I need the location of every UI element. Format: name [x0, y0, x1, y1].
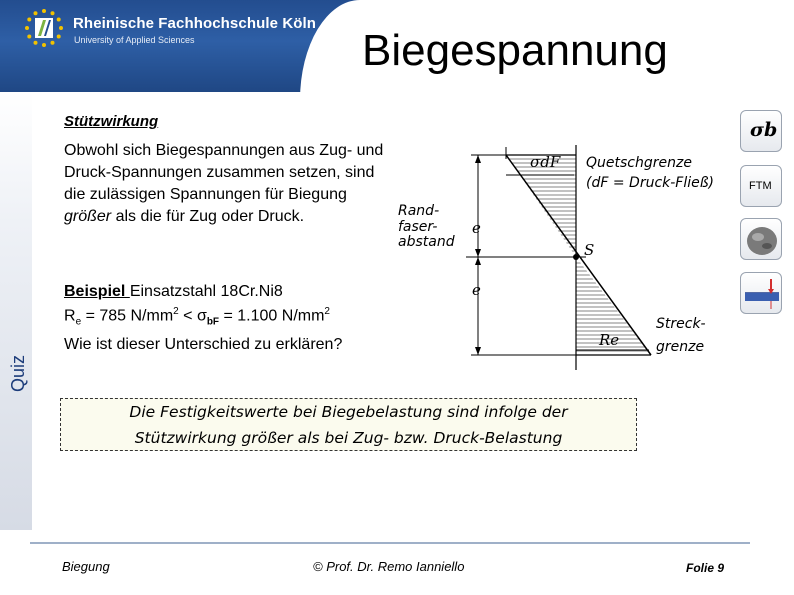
- rock-icon: [741, 219, 783, 261]
- bending-beam-icon: [741, 273, 783, 315]
- s-label: S: [584, 241, 595, 259]
- university-name: Rheinische Fachhochschule Köln: [73, 15, 317, 32]
- para-emphasis: größer: [64, 208, 112, 225]
- formula-r-sub: e: [75, 316, 82, 328]
- quiz-label: Quiz: [8, 354, 28, 392]
- formula-lt: <: [178, 307, 197, 325]
- slide-title: Biegespannung: [362, 26, 668, 75]
- example-line: [64, 281, 283, 303]
- formula-r: R: [64, 307, 76, 325]
- footer-topic: Biegung: [62, 559, 110, 574]
- university-logo: [24, 8, 64, 48]
- streckgrenze-line2: grenze: [656, 339, 705, 355]
- example-text: Einsatzstahl 18Cr.Ni8: [129, 283, 283, 300]
- formula-sigma: σ: [196, 307, 207, 325]
- university-subtitle: University of Applied Sciences: [74, 35, 195, 45]
- section-heading: Stützwirkung: [64, 113, 159, 130]
- answer-line-2: Stützwirkung größer als bei Zug- bzw. Druck-Belastung: [134, 429, 563, 447]
- e-bottom-label: e: [472, 281, 481, 299]
- formula-sup2: 2: [324, 306, 330, 317]
- druck-fliess-label: (dF = Druck-Fließ): [586, 175, 715, 191]
- footer-author: © Prof. Dr. Remo Ianniello: [313, 559, 465, 574]
- randfaser-line3: abstand: [398, 234, 455, 250]
- quetschgrenze-label: Quetschgrenze: [586, 155, 692, 171]
- centroid-point: [573, 254, 579, 260]
- material-button[interactable]: [740, 218, 782, 260]
- arrow-down: [475, 347, 481, 355]
- slide-number: Folie 9: [686, 561, 725, 575]
- formula-sup1: 2: [173, 306, 179, 317]
- arrow-neutral-bottom: [475, 257, 481, 265]
- formula-mid: = 785 N/mm: [81, 307, 174, 325]
- sigma-dF-label: σdF: [530, 153, 561, 171]
- sigma-b-button[interactable]: [740, 110, 782, 152]
- answer-box: [60, 398, 637, 451]
- formula-sigma-sub: bF: [206, 316, 220, 328]
- answer-line-1: Die Festigkeitswerte bei Biegebelastung sind infolge der: [129, 403, 568, 421]
- bending-button[interactable]: [740, 272, 782, 314]
- footer-divider: [30, 542, 750, 544]
- question-text: Wie ist dieser Unterschied zu erklären?: [64, 336, 343, 353]
- streckgrenze-line1: Streck-: [656, 316, 706, 332]
- re-label: Re: [599, 331, 620, 349]
- formula-line: [64, 306, 330, 328]
- e-top-label: e: [472, 219, 481, 237]
- randfaser-line2: faser-: [398, 219, 438, 235]
- explanation-paragraph: [64, 140, 394, 228]
- ftm-label: FTM: [749, 180, 772, 192]
- sigma-b-icon: σb: [750, 119, 778, 141]
- arrow-up: [475, 155, 481, 163]
- arrow-neutral-top: [475, 249, 481, 257]
- randfaser-line1: Rand-: [398, 203, 440, 219]
- stress-distribution-diagram: [396, 145, 722, 370]
- ftm-button[interactable]: [740, 165, 782, 207]
- para-text-1: Obwohl sich Biegespannungen aus Zug- und Druck-Spannungen zusammen setzen, sind die zulässigen Spannungen für Biegung: [64, 142, 384, 203]
- para-text-2: als die für Zug oder Druck.: [111, 208, 305, 225]
- example-label: Beispiel: [64, 283, 130, 300]
- formula-rest: = 1.100 N/mm: [219, 307, 325, 325]
- left-sidebar: [0, 92, 32, 530]
